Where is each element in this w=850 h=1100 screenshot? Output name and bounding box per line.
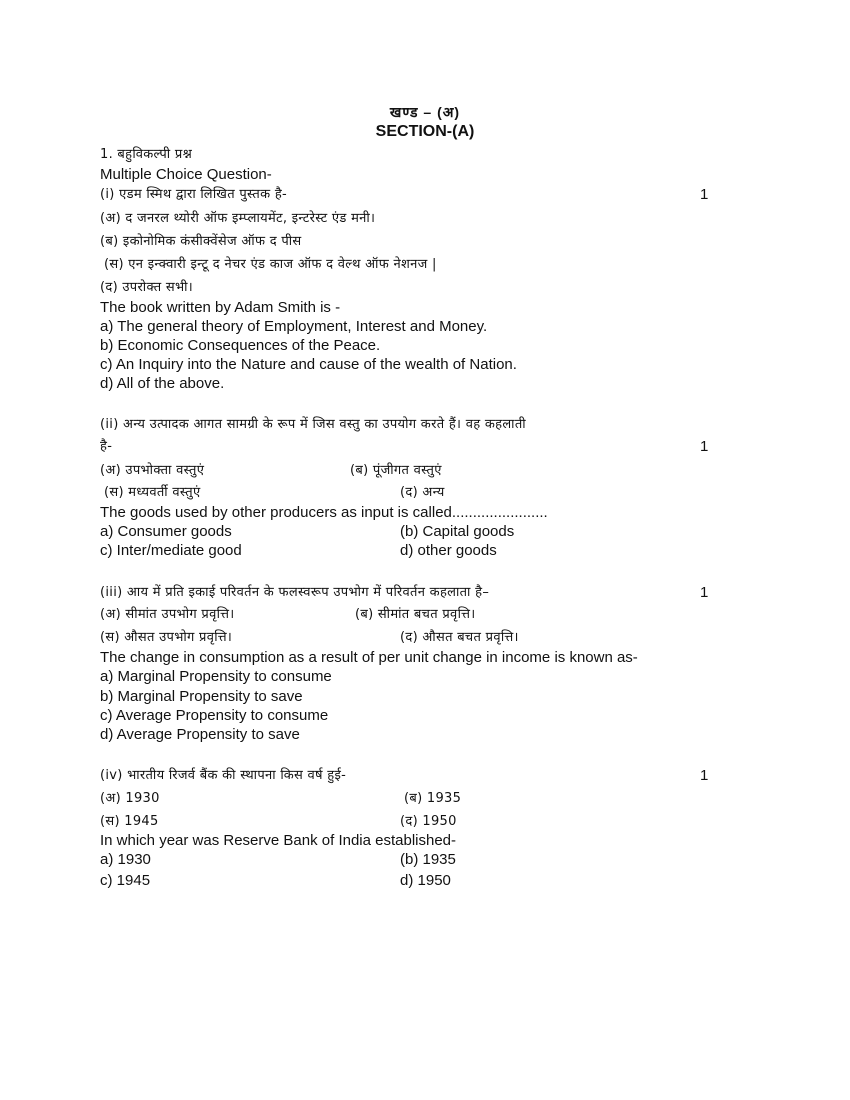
- q2-option-a-hindi: (अ) उपभोक्ता वस्तुएं: [100, 463, 205, 478]
- q1-option-d-hindi: (द) उपरोक्त सभी।: [100, 280, 194, 295]
- q1-option-c-hindi: (स) एन इन्क्वारी इन्टू द नेचर एंड काज ऑफ द वेल्थ ऑफ नेशनज |: [104, 257, 437, 272]
- q4-option-c-english: c) 1945: [100, 872, 151, 889]
- q4-option-d-hindi: (द) 1950: [400, 814, 457, 829]
- q3-option-c-english: c) Average Propensity to consume: [100, 707, 329, 724]
- q2-question-hindi-line2: है-: [100, 439, 113, 454]
- q4-option-d-english: d) 1950: [400, 872, 451, 889]
- q3-option-b-hindi: (ब) सीमांत बचत प्रवृत्ति।: [355, 607, 476, 622]
- q3-question-hindi: (iii) आय में प्रति इकाई परिवर्तन के फलस्वरूप उपभोग में परिवर्तन कहलाता है–: [100, 585, 490, 600]
- q3-option-c-hindi: (स) औसत उपभोग प्रवृत्ति।: [100, 630, 233, 645]
- q3-option-a-hindi: (अ) सीमांत उपभोग प्रवृत्ति।: [100, 607, 235, 622]
- q2-option-c-hindi: (स) मध्यवर्ती वस्तुएं: [104, 485, 201, 500]
- q2-option-c-english: c) Inter/mediate good: [100, 542, 242, 559]
- q4-option-b-english: (b) 1935: [400, 851, 456, 868]
- q2-question-hindi-line1: (ii) अन्य उत्पादक आगत सामग्री के रूप में जिस वस्तु का उपयोग करते हैं। वह कहलाती: [100, 417, 526, 432]
- q1-option-d-english: d) All of the above.: [100, 375, 225, 392]
- q4-option-a-english: a) 1930: [100, 851, 151, 868]
- q3-option-a-english: a) Marginal Propensity to consume: [100, 668, 332, 685]
- section-title: SECTION-(A): [375, 123, 475, 140]
- mcq-heading-english: Multiple Choice Question-: [100, 166, 272, 183]
- q1-option-a-english: a) The general theory of Employment, Interest and Money.: [100, 318, 488, 335]
- q1-marks: 1: [700, 186, 709, 203]
- q3-question-english: The change in consumption as a result of per unit change in income is known as-: [100, 649, 638, 666]
- q2-marks: 1: [700, 438, 709, 455]
- q1-option-b-hindi: (ब) इकोनोमिक कंसीक्वेंसेज ऑफ द पीस: [100, 234, 302, 249]
- q3-marks: 1: [700, 584, 709, 601]
- q2-question-english: The goods used by other producers as input is called.......................: [100, 504, 548, 521]
- q2-option-a-english: a) Consumer goods: [100, 523, 232, 540]
- q4-option-a-hindi: (अ) 1930: [100, 791, 160, 806]
- section-title-hindi: खण्ड – (अ): [389, 104, 461, 120]
- q1-option-b-english: b) Economic Consequences of the Peace.: [100, 337, 381, 354]
- q3-option-d-english: d) Average Propensity to save: [100, 726, 300, 743]
- q4-question-english: In which year was Reserve Bank of India established-: [100, 832, 457, 849]
- q1-option-a-hindi: (अ) द जनरल थ्योरी ऑफ इम्प्लायमेंट, इन्टरेस्ट एंड मनी।: [100, 211, 376, 226]
- q1-option-c-english: c) An Inquiry into the Nature and cause of the wealth of Nation.: [100, 356, 517, 373]
- q2-option-b-english: (b) Capital goods: [400, 523, 515, 540]
- q1-question-english: The book written by Adam Smith is -: [100, 299, 341, 316]
- q4-marks: 1: [700, 767, 709, 784]
- q2-option-d-hindi: (द) अन्य: [400, 485, 445, 500]
- q3-option-b-english: b) Marginal Propensity to save: [100, 688, 303, 705]
- q3-option-d-hindi: (द) औसत बचत प्रवृत्ति।: [400, 630, 519, 645]
- q1-question-hindi: (i) एडम स्मिथ द्वारा लिखित पुस्तक है-: [100, 187, 288, 202]
- q2-option-d-english: d) other goods: [400, 542, 497, 559]
- q2-option-b-hindi: (ब) पूंजीगत वस्तुएं: [350, 463, 442, 478]
- q4-option-c-hindi: (स) 1945: [100, 814, 159, 829]
- q4-question-hindi: (iv) भारतीय रिजर्व बैंक की स्थापना किस वर्ष हुई-: [100, 768, 347, 783]
- q4-option-b-hindi: (ब) 1935: [404, 791, 462, 806]
- mcq-heading-hindi: 1. बहुविकल्पी प्रश्न: [100, 147, 193, 162]
